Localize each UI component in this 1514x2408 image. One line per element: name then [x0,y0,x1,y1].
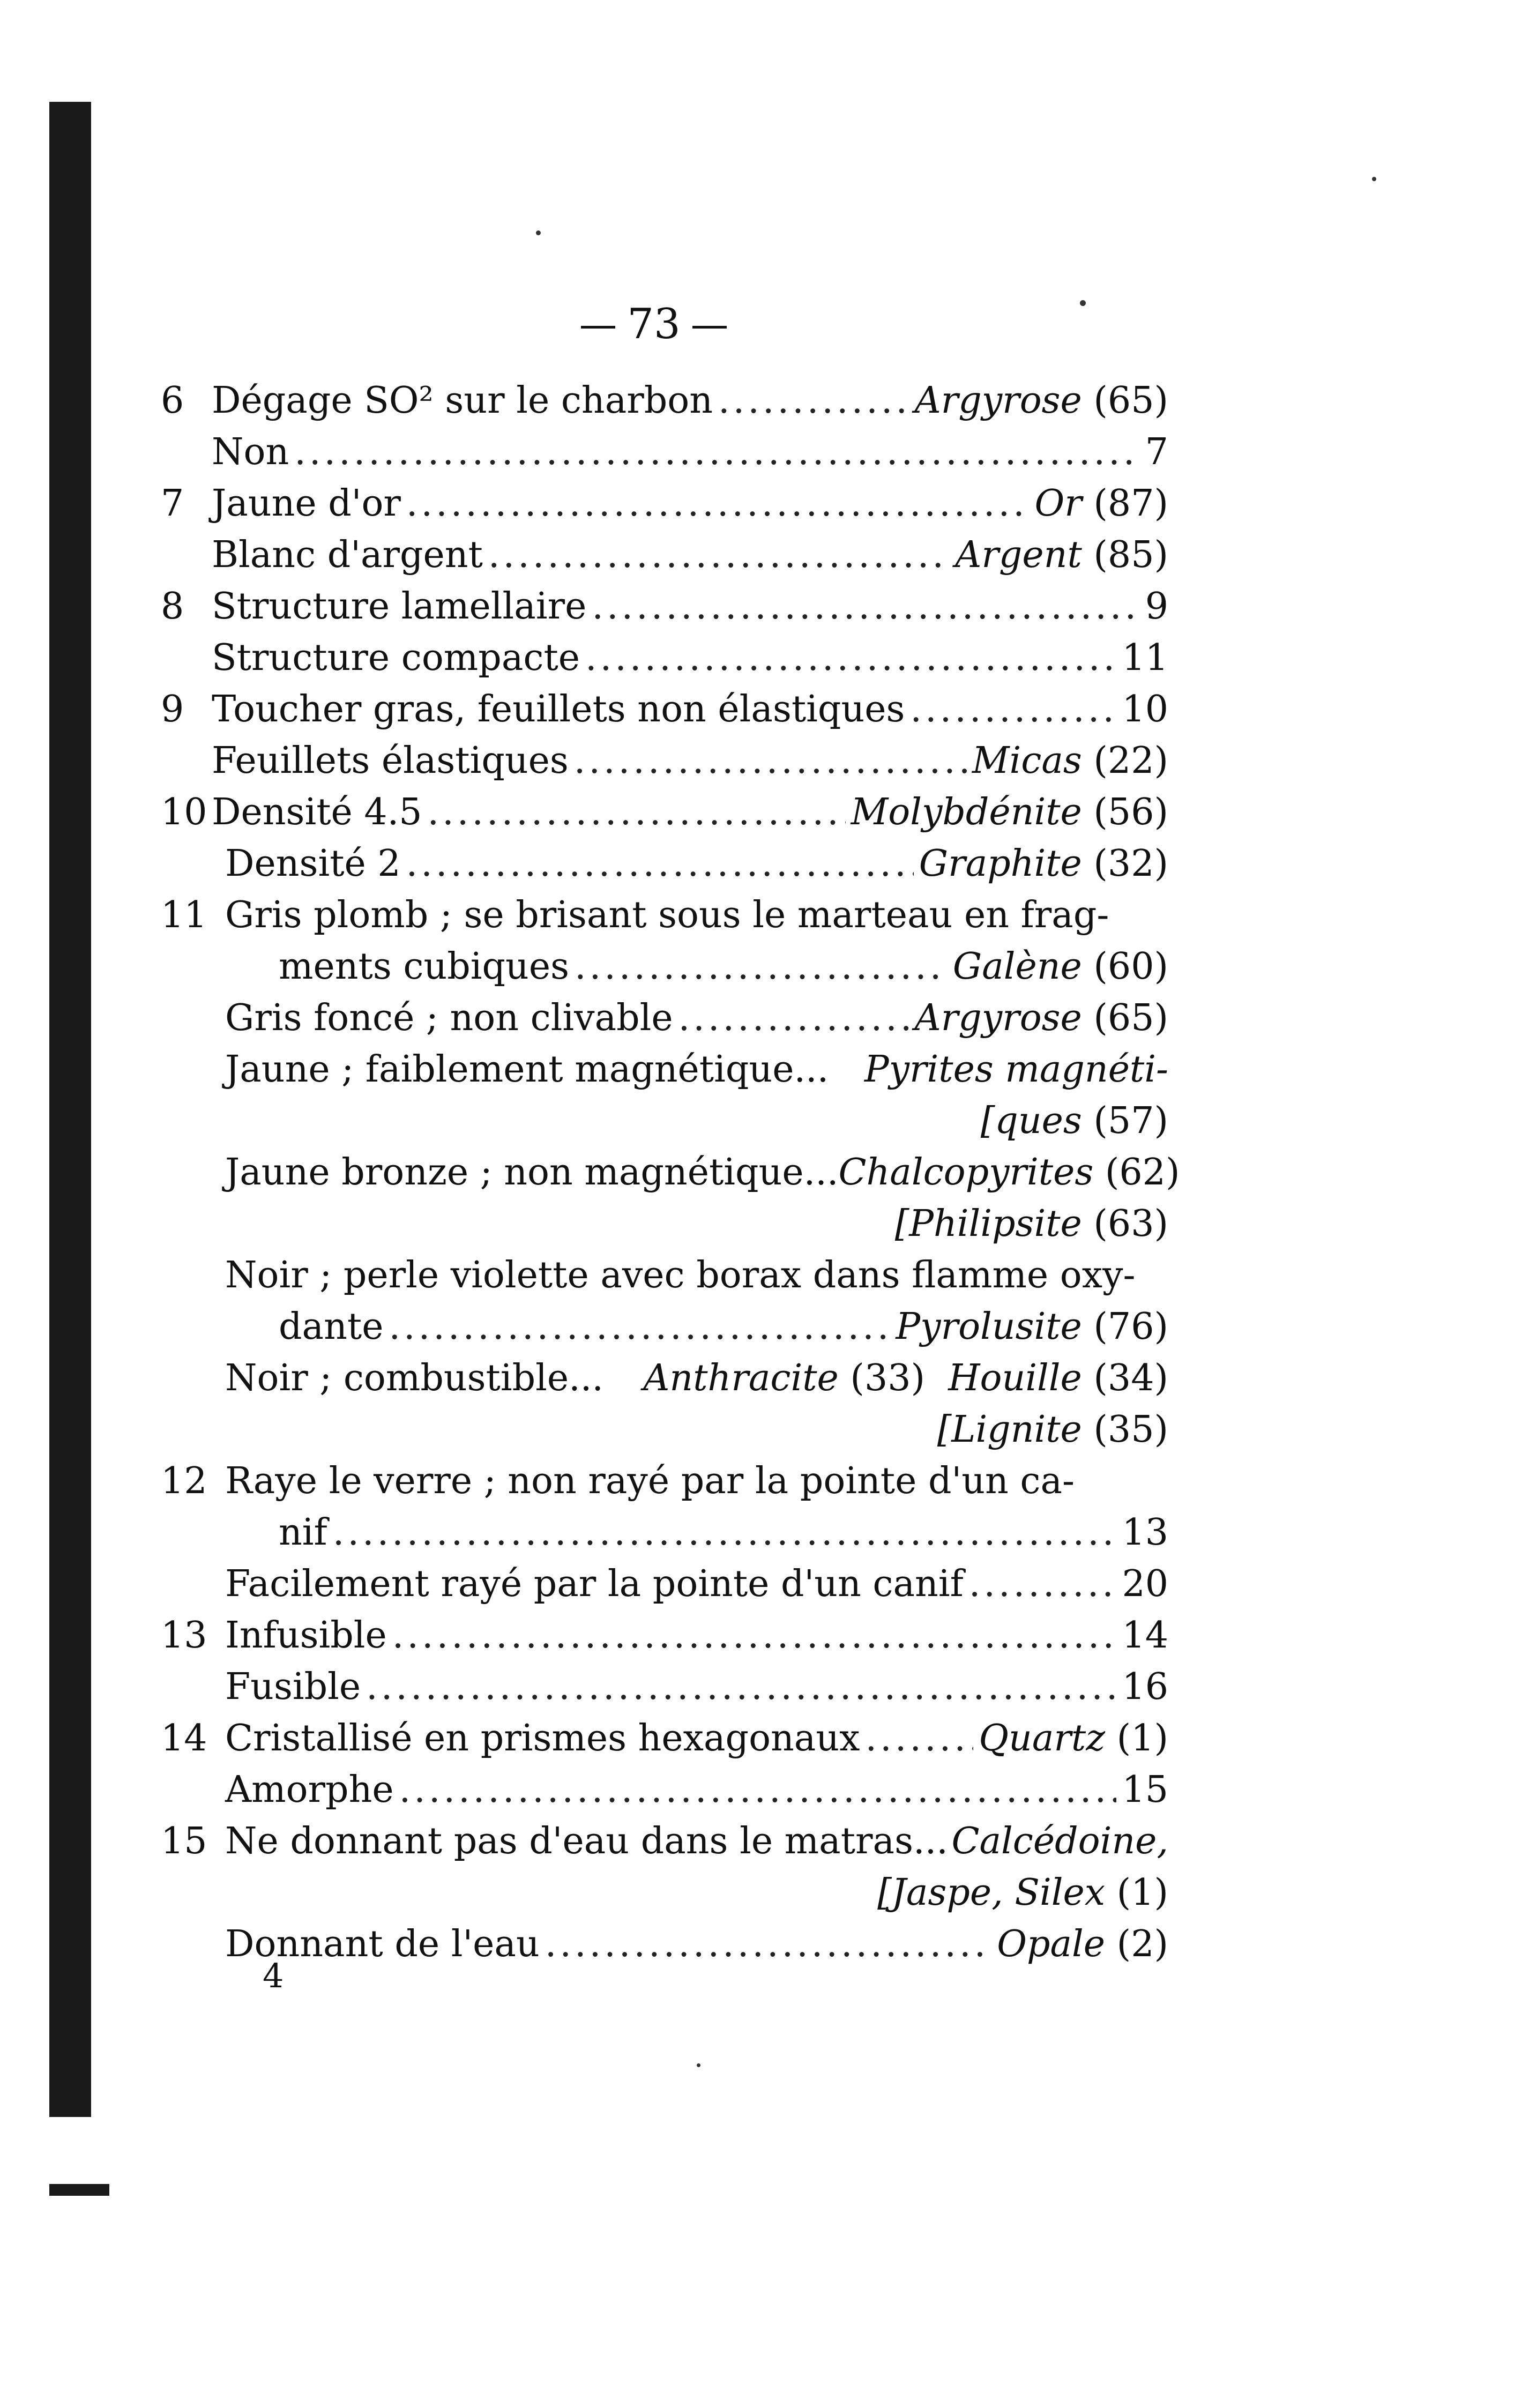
entry-ref: (62) [1105,1151,1180,1194]
entry-ref: 15 [1122,1769,1168,1811]
key-entry-continuation [161,1198,1168,1250]
key-entry-continuation [161,1095,1168,1147]
entry-text: nif [279,1511,327,1554]
entry-text: Structure lamellaire [212,585,587,628]
entry-ref: 10 [1122,688,1168,730]
entry-ref: (65) [1093,379,1168,422]
mineral-name: Quartz [979,1717,1106,1760]
key-entry [161,1919,1168,1970]
key-entry [161,1301,1168,1353]
mineral-name: Opale [997,1923,1106,1965]
entry-text: Gris foncé ; non clivable [225,997,673,1039]
key-entry [161,993,1168,1044]
entry-ref: (65) [1093,997,1168,1039]
mineral-name: Argent [955,534,1082,576]
entry-text: Dégage SO² sur le charbon [212,379,713,422]
mineral-name: [Jaspe, Silex [877,1872,1106,1914]
mineral-name: [ques [980,1100,1082,1142]
mineral-name: Argyrose [914,379,1082,422]
mineral-name: Galène [952,945,1082,988]
dot-leader [428,787,846,838]
mineral-name: Calcédoine, [951,1820,1168,1862]
key-entry [161,478,1168,530]
key-entry [161,1610,1168,1661]
mineral-name: Pyrolusite [896,1306,1082,1348]
entry-ref: 13 [1122,1511,1168,1554]
entry-ref: (56) [1093,791,1168,833]
entry-ref: 9 [1145,585,1168,628]
mineral-name: Chalcopyrites [838,1151,1094,1194]
key-entry [161,684,1168,735]
mineral-name: Houille [948,1357,1082,1399]
entry-text: Amorphe [225,1769,394,1811]
entry-ref: (63) [1093,1203,1168,1245]
entry-text: Toucher gras, feuillets non élastiques [212,688,905,730]
mineral-name: Argyrose [914,997,1082,1039]
page-number-dash-left [581,326,615,329]
key-entry [161,632,1168,684]
entry-text: Facilement rayé par la pointe d'un canif [225,1563,964,1605]
key-entry [161,787,1168,838]
entry-number: 14 [161,1717,207,1760]
entry-text: dante [279,1306,384,1348]
entry-text: Ne donnant pas d'eau dans le matras... [225,1820,948,1862]
entry-ref: (87) [1093,482,1168,525]
page-number-dash-right [692,326,727,329]
dot-leader [399,1764,1117,1816]
key-entry [161,1507,1168,1559]
key-entry [161,1713,1168,1764]
dot-leader [366,1661,1116,1713]
dot-leader [910,684,1116,735]
entry-ref: (60) [1093,945,1168,988]
key-entry [161,1816,1168,1867]
entry-ref: 11 [1122,637,1168,679]
entry-number: 11 [161,894,207,936]
entry-text: ments cubiques [279,945,569,988]
mineral-name: [Philipsite [894,1203,1082,1245]
dot-leader [545,1919,992,1970]
determination-key [161,375,1180,1970]
dot-leader [333,1507,1117,1559]
entry-ref: (22) [1093,740,1168,782]
dot-leader [406,838,914,890]
mineral-name: Pyrites magnéti- [864,1048,1168,1091]
key-entry [161,941,1168,993]
entry-ref: (1) [1116,1872,1168,1914]
mineral-name: [Lignite [937,1408,1082,1451]
page-number-text: 73 [627,300,681,348]
dot-leader [866,1713,974,1764]
key-entry [161,375,1168,427]
entry-ref: (76) [1093,1306,1168,1348]
dot-leader [592,581,1139,632]
entry-ref: (35) [1093,1408,1168,1451]
entry-text: Jaune bronze ; non magnétique... [225,1151,839,1194]
entry-number: 15 [161,1820,207,1862]
entry-ref: (34) [1093,1357,1168,1399]
mineral-name: Molybdénite [851,791,1082,833]
binding-edge-mark [49,2184,109,2196]
dot-leader [294,427,1140,478]
mineral-name: Anthracite [643,1357,839,1399]
entry-number: 13 [161,1614,207,1657]
dot-leader [969,1559,1117,1610]
entry-text: Noir ; perle violette avec borax dans flamme oxy- [225,1254,1136,1296]
entry-number: 8 [161,585,184,628]
key-entry [161,838,1168,890]
entry-text: Non [212,431,289,473]
scan-speck [697,2063,700,2067]
key-entry [161,1353,1168,1404]
entry-ref: (32) [1093,843,1168,885]
key-entry [161,530,1168,581]
key-entry [161,581,1168,632]
entry-ref: (33) [850,1357,926,1399]
entry-text: Noir ; combustible... [225,1357,603,1399]
dot-leader [488,530,950,581]
entry-ref: (57) [1093,1100,1168,1142]
dot-leader [718,375,909,427]
key-entry [161,427,1168,478]
key-entry [161,1147,1180,1198]
scan-speck [1372,177,1376,181]
dot-leader [406,478,1030,530]
entry-text: Blanc d'argent [212,534,483,576]
dot-leader [678,993,909,1044]
mineral-name: Micas [972,740,1082,782]
entry-text: Gris plomb ; se brisant sous le marteau en frag- [225,894,1109,936]
dot-leader [574,735,967,787]
entry-text: Structure compacte [212,637,580,679]
key-entry [161,1044,1168,1095]
entry-ref: (85) [1093,534,1168,576]
entry-text: Jaune ; faiblement magnétique... [225,1048,829,1091]
dot-leader [585,632,1116,684]
entry-text: Infusible [225,1614,387,1657]
entry-number: 10 [161,791,207,833]
dot-leader [392,1610,1117,1661]
entry-text: Feuillets élastiques [212,740,569,782]
entry-ref: 7 [1145,431,1168,473]
scan-speck [1080,300,1086,306]
entry-ref: (2) [1116,1923,1168,1965]
signature-mark: 4 [263,1956,284,1995]
mineral-name: Graphite [919,843,1082,885]
entry-number: 7 [161,482,184,525]
entry-text: Raye le verre ; non rayé par la pointe d'un ca- [225,1460,1075,1502]
dot-leader [575,941,948,993]
key-entry [161,890,1168,941]
entry-text: Cristallisé en prismes hexagonaux [225,1717,860,1760]
entry-number: 12 [161,1460,207,1502]
key-entry [161,1764,1168,1816]
entry-ref: 20 [1122,1563,1168,1605]
entry-number: 9 [161,688,184,730]
entry-ref: (1) [1116,1717,1168,1760]
entry-text: Fusible [225,1666,361,1708]
key-entry [161,1559,1168,1610]
entry-ref: 14 [1122,1614,1168,1657]
entry-text: Densité 4.5 [212,791,422,833]
key-entry [161,735,1168,787]
entry-text: Donnant de l'eau [225,1923,540,1965]
scan-speck [536,230,541,235]
dot-leader [389,1301,890,1353]
key-entry [161,1456,1168,1507]
mineral-name: Or [1034,482,1082,525]
key-entry-continuation [161,1867,1168,1919]
entry-text: Densité 2 [225,843,401,885]
key-entry-continuation [161,1404,1168,1456]
entry-number: 6 [161,379,184,422]
key-entry [161,1661,1168,1713]
page-number [568,300,740,348]
binding-edge-bar [49,102,91,2117]
key-entry [161,1250,1168,1301]
entry-text: Jaune d'or [212,482,401,525]
entry-ref: 16 [1122,1666,1168,1708]
